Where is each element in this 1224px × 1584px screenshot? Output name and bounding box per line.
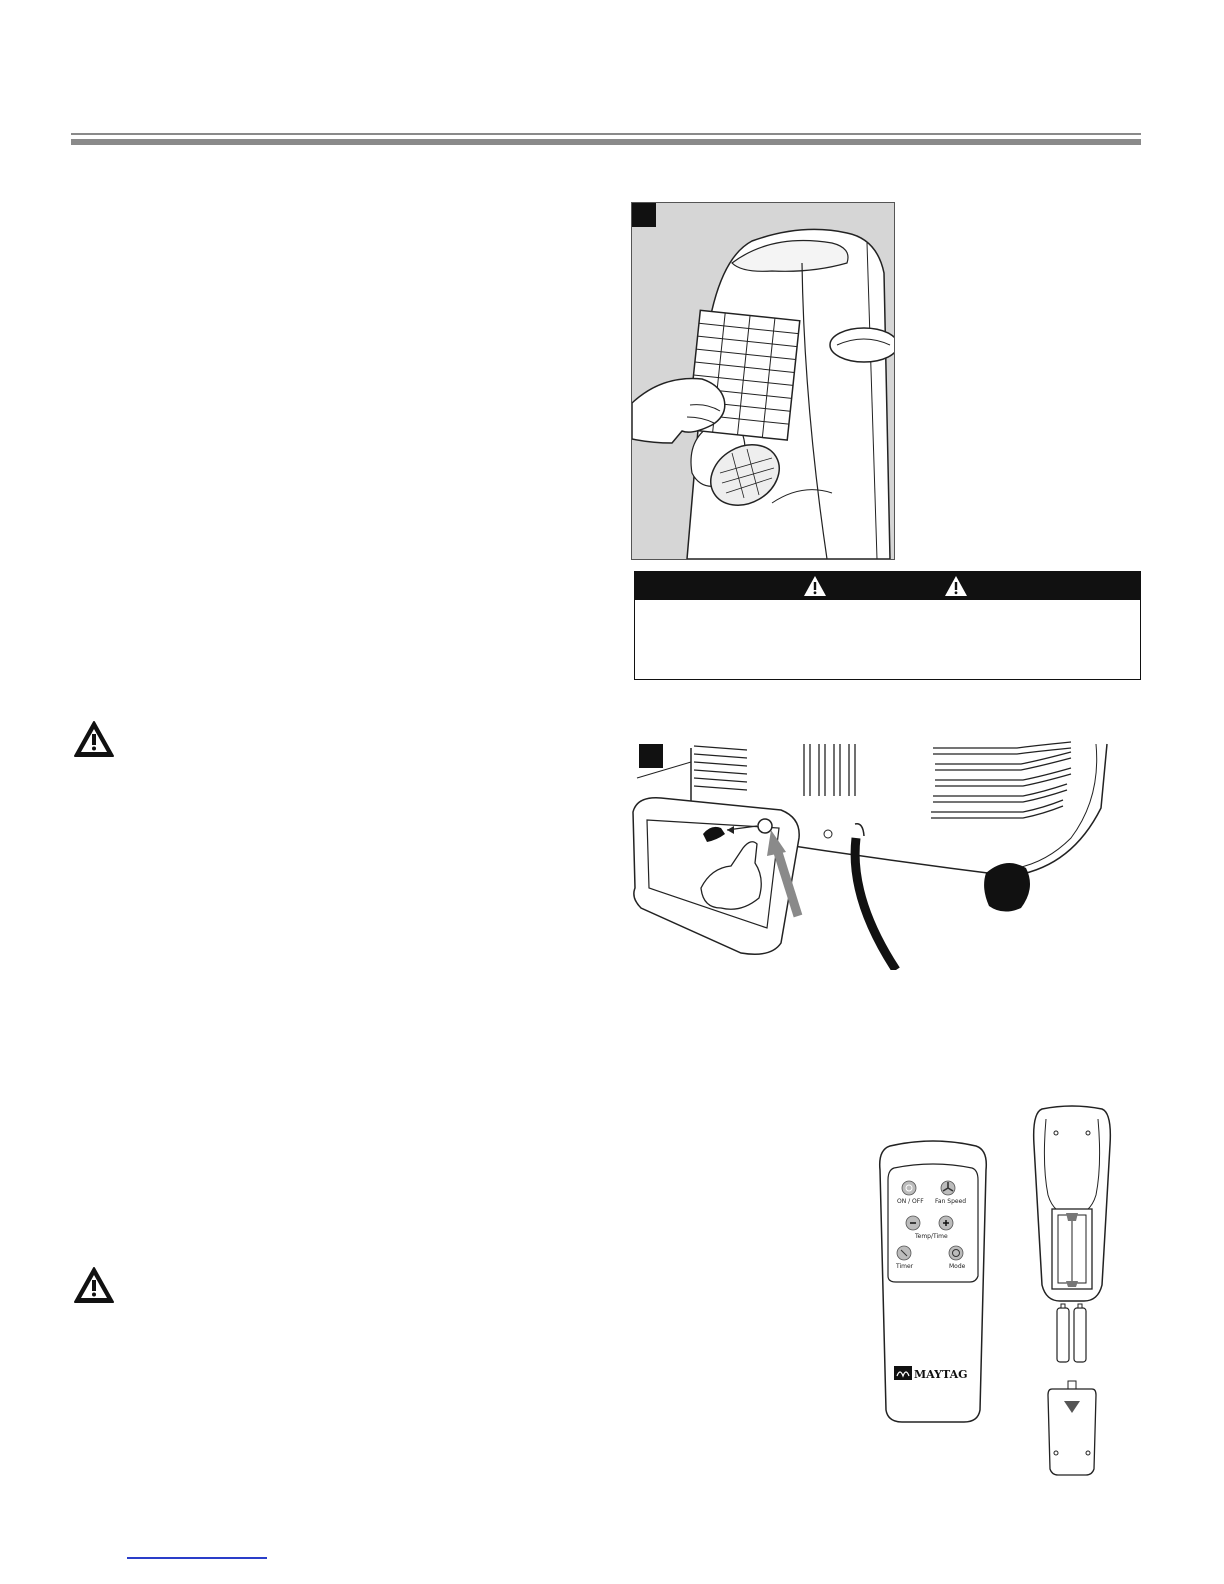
warning-icon [73, 720, 115, 758]
remote-label-timer: Timer [896, 1263, 914, 1270]
timer-icon [897, 1246, 911, 1260]
power-button-icon [902, 1181, 916, 1195]
minus-icon [906, 1216, 920, 1230]
figure-number-badge [632, 203, 656, 227]
warning-icon [803, 575, 827, 597]
remote-label-mode: Mode [949, 1263, 966, 1270]
fan-speed-icon [941, 1181, 955, 1195]
remote-label-onoff: ON / OFF [897, 1198, 924, 1205]
warning-icon [944, 575, 968, 597]
warning-header-bar [635, 572, 1140, 600]
figure-filter-removal [631, 202, 895, 560]
battery-icon [1057, 1308, 1069, 1362]
remote-label-fanspeed: Fan Speed [935, 1198, 967, 1205]
drain-plug-illustration [631, 738, 1126, 970]
remote-control-front [876, 1140, 990, 1426]
battery-icon [1074, 1308, 1086, 1362]
remote-label-temptime: Temp/Time [915, 1233, 948, 1240]
plus-icon [939, 1216, 953, 1230]
air-filter-illustration [632, 203, 894, 559]
header-rule-thin [71, 133, 1141, 135]
maytag-logo-mark [894, 1366, 912, 1380]
warning-box [634, 571, 1141, 680]
figure-drain-plug [631, 738, 1126, 970]
remote-control-back [1030, 1105, 1114, 1477]
remote-brand: MAYTAG [914, 1368, 968, 1381]
warning-icon [73, 1266, 115, 1304]
header-rule-thick [71, 139, 1141, 145]
figure-number-badge [639, 744, 663, 768]
footer-link-underline[interactable] [127, 1557, 267, 1559]
mode-icon [949, 1246, 963, 1260]
